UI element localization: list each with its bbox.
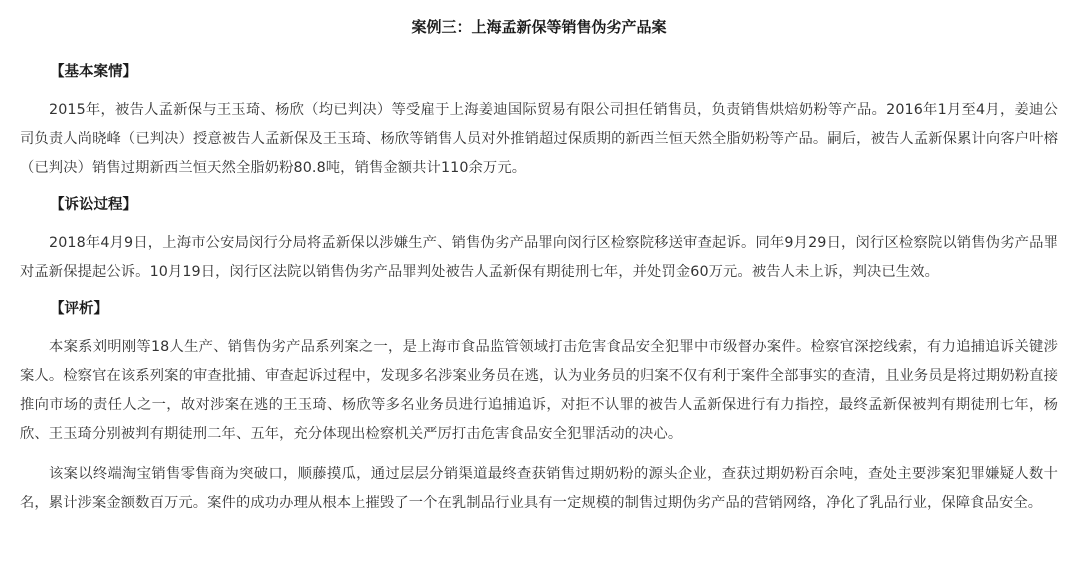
paragraph-analysis-1: 本案系刘明刚等18人生产、销售伪劣产品系列案之一，是上海市食品监管领域打击危害食品安全犯罪中市级督办案件。检察官深挖线索，有力追捕追诉关键涉案人。检察官在该系列案的审查批捕、审查起诉过程中，发现多名涉案业务员在逃，认为业务员的归案不仅有利于案件全部事实的查清，且业务员是将过期奶粉直接推向市场的责任人之一，故对涉案在逃的王玉琦、杨欣等多名业务员进行追捕追诉，对拒不认罪的被告人孟新保进行有力指控，最终孟新保被判有期徒刑七年，杨欣、王玉琦分别被判有期徒刑二年、五年，充分体现出检察机关严厉打击危害食品安全犯罪活动的决心。: [20, 339, 1058, 442]
section-analysis: [20, 298, 1058, 518]
section-basic-facts: [20, 61, 1058, 183]
paragraph-analysis-2: 该案以终端淘宝销售零售商为突破口，顺藤摸瓜，通过层层分销渠道最终查获销售过期奶粉的源头企业，查获过期奶粉百余吨，查处主要涉案犯罪嫌疑人数十名，累计涉案金额数百万元。案件的成功办理从根本上摧毁了一个在乳制品行业具有一定规模的制售过期伪劣产品的营销网络，净化了乳品行业，保障食品安全。: [20, 466, 1058, 511]
paragraph-litigation-process: 2018年4月9日，上海市公安局闵行分局将孟新保以涉嫌生产、销售伪劣产品罪向闵行区检察院移送审查起诉。同年9月29日，闵行区检察院以销售伪劣产品罪对孟新保提起公诉。10月19日，闵行区法院以销售伪劣产品罪判处被告人孟新保有期徒刑七年，并处罚金60万元。被告人未上诉，判决已生效。: [20, 235, 1058, 280]
section-litigation-process: [20, 194, 1058, 287]
section-heading-analysis: 【评析】: [50, 301, 108, 317]
section-heading-basic-facts: 【基本案情】: [50, 64, 137, 80]
page-title: 案例三：上海孟新保等销售伪劣产品案: [411, 18, 667, 36]
section-heading-litigation-process: 【诉讼过程】: [50, 197, 137, 213]
paragraph-basic-facts: 2015年，被告人孟新保与王玉琦、杨欣（均已判决）等受雇于上海姜迪国际贸易有限公司担任销售员，负责销售烘焙奶粉等产品。2016年1月至4月，姜迪公司负责人尚晓峰（已判决）授意被告人孟新保及王玉琦、杨欣等销售人员对外推销超过保质期的新西兰恒天然全脂奶粉等产品。嗣后，被告人孟新保累计向客户叶榕（已判决）销售过期新西兰恒天然全脂奶粉80.8吨，销售金额共计110余万元。: [20, 102, 1058, 176]
